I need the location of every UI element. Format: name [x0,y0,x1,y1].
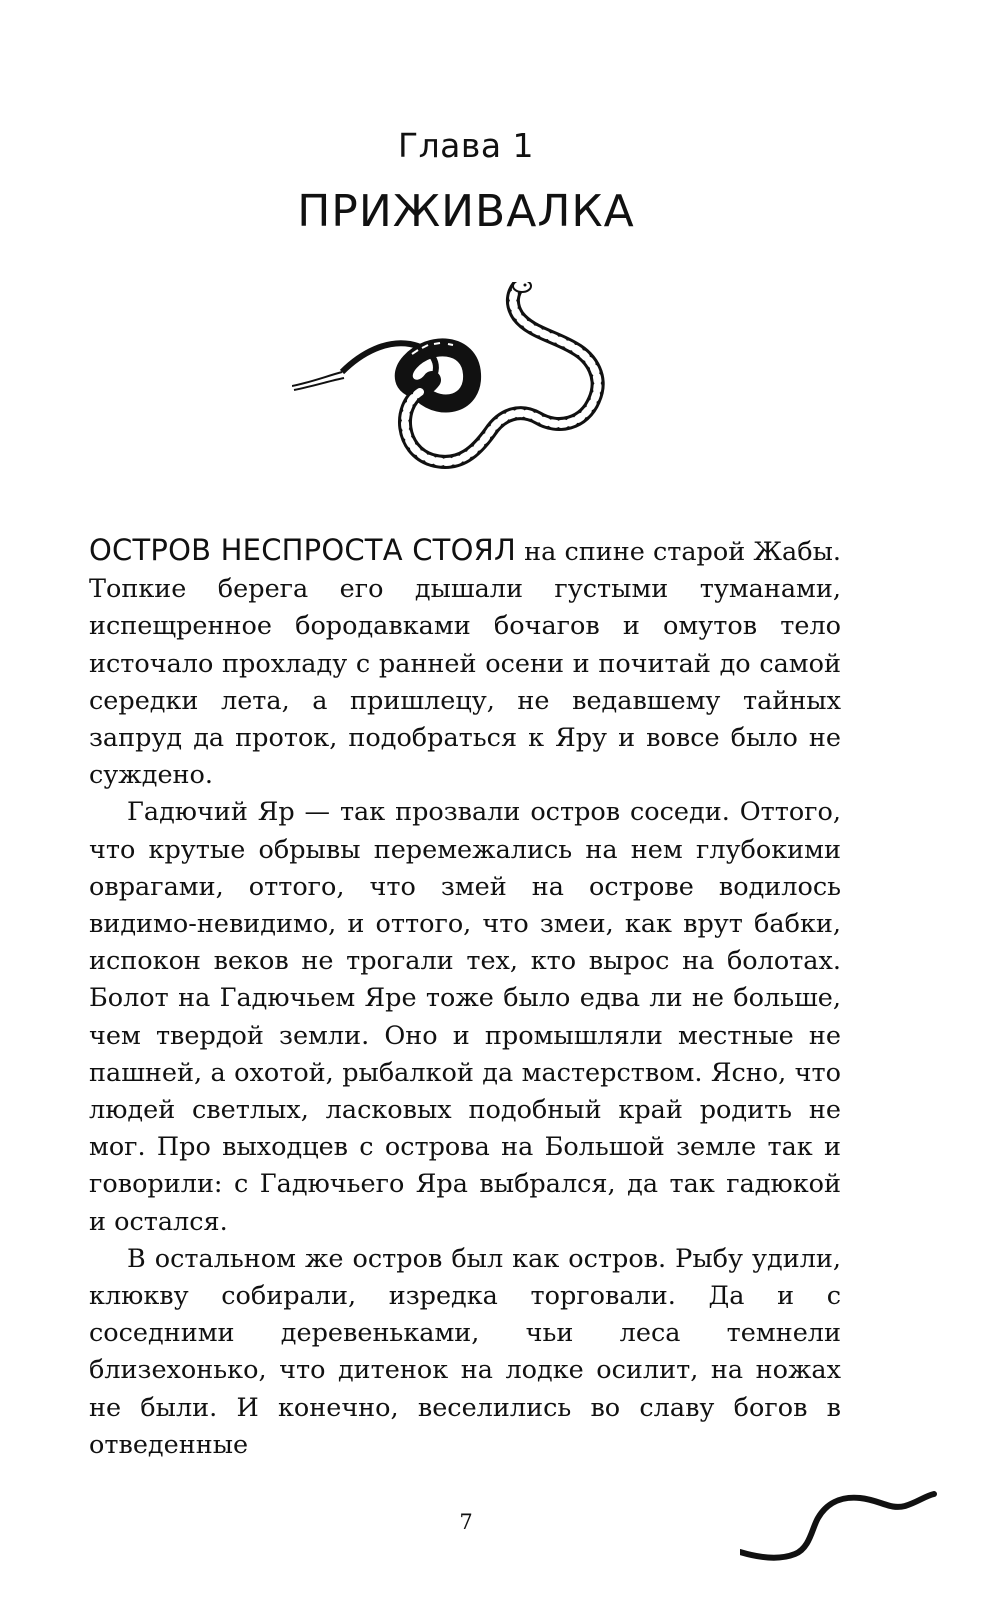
chapter-label: Глава 1 [397,126,535,165]
page-number: 7 [459,1510,473,1534]
swirl-line-icon [740,1488,940,1568]
paragraph: В остальном же остров был как остров. Рыбу удили, клюкву собирали, изредка торговали. Да и с соседними деревеньками, чьи леса темнели близехонько, что дитенок на лодке осилит, на ножах не были. И конечно, веселились во славу богов в отведенные [89,1243,841,1460]
chapter-title: ПРИЖИВАЛКА [297,186,635,237]
body-text [89,532,841,1464]
paragraph-lead: ОСТРОВ НЕСПРОСТА СТОЯЛ [89,533,516,567]
paragraph [89,532,841,794]
paragraph: Гадючий Яр — так прозвали остров соседи. Оттого, что крутые обрывы перемежались на нем глубокими оврагами, оттого, что змей на острове водилось видимо-невидимо, и оттого, что змеи, как врут бабки, испокон веков не трогали тех, кто вырос на болотах. Болот на Гадючьем Яре тоже было едва ли не больше, чем твердой земли. Оно и промышляли местные не пашней, а охотой, рыбалкой да мастерством. Ясно, что людей светлых, ласковых подобный край родить не мог. Про выходцев с острова на Большой земле так и говорили: с Гадючьего Яра выбрался, да так гадюкой и остался. [89,797,841,1237]
paragraph-text: на спине старой Жабы. Топкие берега его дышали густыми туманами, испещренное бородавками бочагов и омутов тело источало прохладу с ранней осени и почитай до самой середки лета, а пришлецу, не ведавшему тайных запруд да проток, подобраться к Яру и вовсе было не суждено. [89,537,841,791]
snake-illustration-icon [292,282,617,474]
